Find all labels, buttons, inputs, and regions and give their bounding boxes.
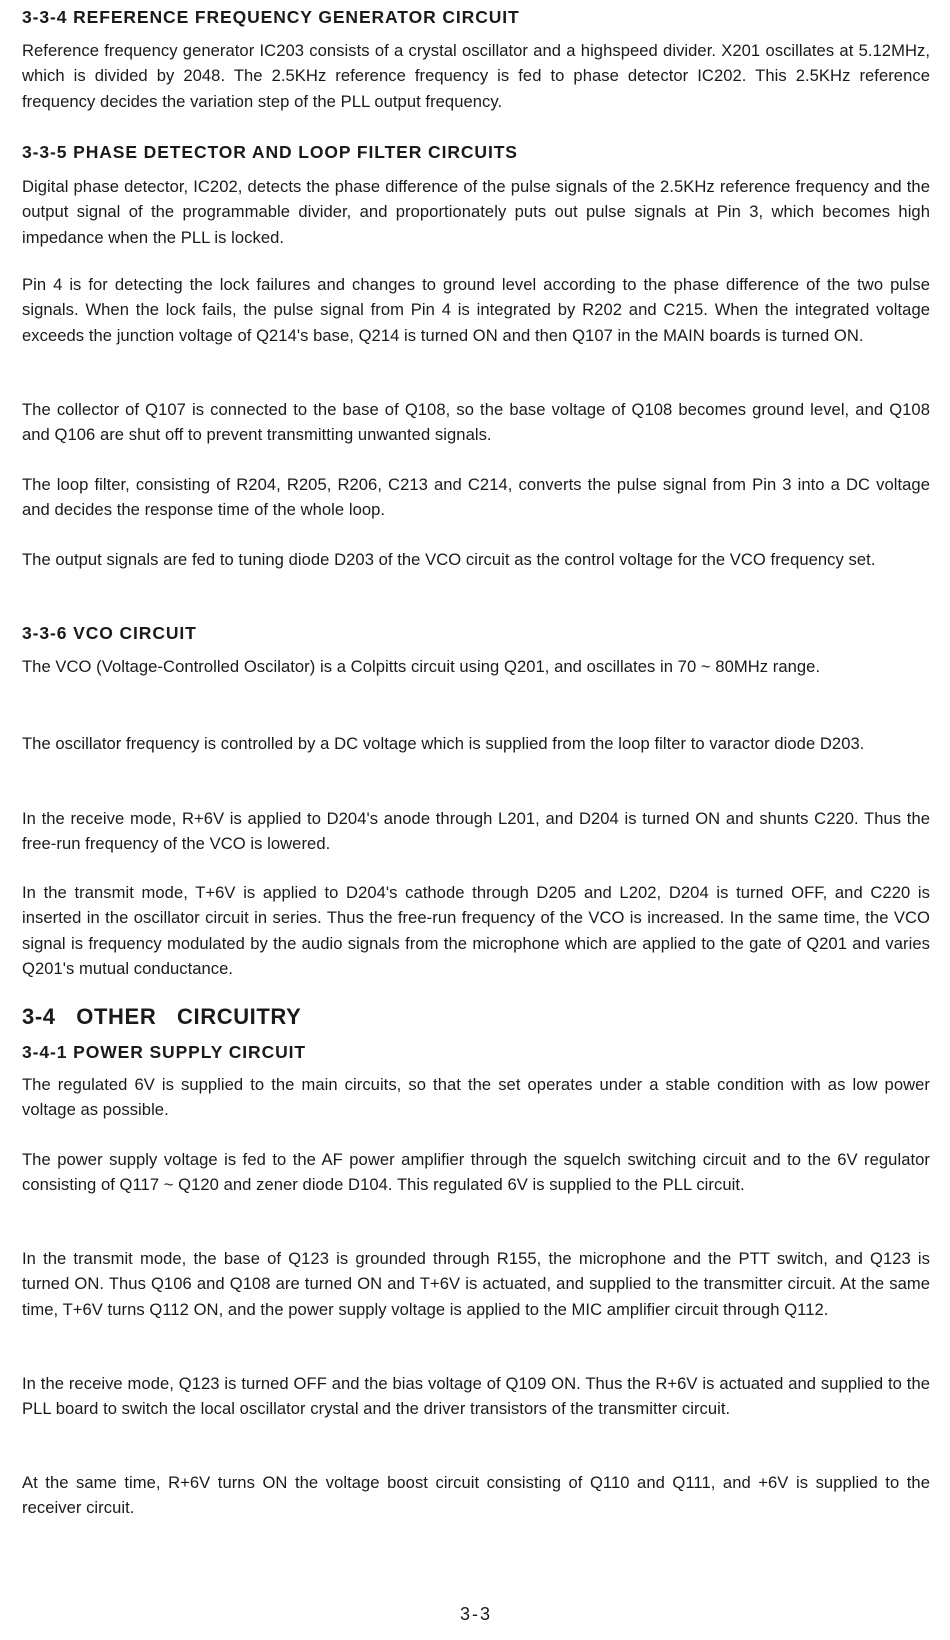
paragraph-3-4-1-3: In the transmit mode, the base of Q123 is grounded through R155, the microphone and the PTT switch, and Q123 is turned ON. Thus Q106 and Q108 are turned ON and T+6V is actuated, and supplied to the transmitter circuit. At the same time, T+6V turns Q112 ON, and the power supply voltage is applied to the MIC amplifier circuit through Q112.	[22, 1249, 930, 1319]
section-heading-3-3-5: 3-3-5 PHASE DETECTOR AND LOOP FILTER CIRCUITS	[22, 142, 518, 162]
paragraph-3-3-6-3: In the receive mode, R+6V is applied to D204's anode through L201, and D204 is turned ON and shunts C220. Thus the free-run frequency of the VCO is lowered.	[22, 809, 930, 854]
paragraph-3-4-1-2: The power supply voltage is fed to the AF power amplifier through the squelch switching circuit and to the 6V regulator consisting of Q117 ~ Q120 and zener diode D104. This regulated 6V is supplied to the PLL circuit.	[22, 1150, 930, 1195]
paragraph-3-3-5-2: Pin 4 is for detecting the lock failures and changes to ground level according to the phase difference of the two pulse signals. When the lock fails, the pulse signal from Pin 4 is integrated by R202 and C215. When the integrated voltage exceeds the junction voltage of Q214's base, Q214 is turned ON and then Q107 in the MAIN boards is turned ON.	[22, 275, 930, 345]
paragraph-3-3-6-2: The oscillator frequency is controlled by a DC voltage which is supplied from the loop filter to varactor diode D203.	[22, 734, 865, 753]
section-heading-3-4-1: 3-4-1 POWER SUPPLY CIRCUIT	[22, 1042, 307, 1062]
paragraph-3-3-5-4: The loop filter, consisting of R204, R205, R206, C213 and C214, converts the pulse signal from Pin 3 into a DC voltage and decides the response time of the whole loop.	[22, 475, 930, 520]
paragraph-3-4-1-4: In the receive mode, Q123 is turned OFF and the bias voltage of Q109 ON. Thus the R+6V is actuated and supplied to the PLL board to switch the local oscillator crystal and the driver transistors of the transmitter circuit.	[22, 1374, 930, 1419]
page-number: 3-3	[459, 1604, 492, 1624]
paragraph-3-3-5-5: The output signals are fed to tuning diode D203 of the VCO circuit as the control voltage for the VCO frequency set.	[22, 550, 876, 569]
paragraph-3-3-5-3: The collector of Q107 is connected to the base of Q108, so the base voltage of Q108 becomes ground level, and Q108 and Q106 are shut off to prevent transmitting unwanted signals.	[22, 400, 930, 445]
paragraph-3-3-6-1: The VCO (Voltage-Controlled Oscilator) is a Colpitts circuit using Q201, and oscillates in 70 ~ 80MHz range.	[22, 657, 821, 676]
paragraph-3-3-6-4: In the transmit mode, T+6V is applied to D204's cathode through D205 and L202, D204 is turned OFF, and C220 is inserted in the oscillator circuit in series. Thus the free-run frequency of the VCO is increased. In the same time, the VCO signal is frequency modulated by the audio signals from the microphone which are applied to the gate of Q201 and varies Q201's mutual conductance.	[22, 883, 930, 979]
section-heading-3-3-6: 3-3-6 VCO CIRCUIT	[22, 623, 197, 643]
paragraph-3-4-1-1: The regulated 6V is supplied to the main circuits, so that the set operates under a stable condition with as low power voltage as possible.	[22, 1075, 930, 1120]
paragraph-3-3-5-1: Digital phase detector, IC202, detects the phase difference of the pulse signals of the 2.5KHz reference frequency and the output signal of the programmable divider, and proportionately puts out pulse signals at Pin 3, which becomes high impedance when the PLL is locked.	[22, 177, 930, 247]
paragraph-3-3-4-1: Reference frequency generator IC203 consists of a crystal oscillator and a highspeed divider. X201 oscillates at 5.12MHz, which is divided by 2048. The 2.5KHz reference frequency is fed to phase detector IC202. This 2.5KHz reference frequency decides the variation step of the PLL output frequency.	[22, 41, 930, 111]
section-heading-3-3-4: 3-3-4 REFERENCE FREQUENCY GENERATOR CIRCUIT	[22, 7, 520, 27]
section-heading-3-4: 3-4 OTHER CIRCUITRY	[22, 1004, 302, 1029]
paragraph-3-4-1-5: At the same time, R+6V turns ON the voltage boost circuit consisting of Q110 and Q111, and +6V is supplied to the receiver circuit.	[22, 1473, 930, 1518]
